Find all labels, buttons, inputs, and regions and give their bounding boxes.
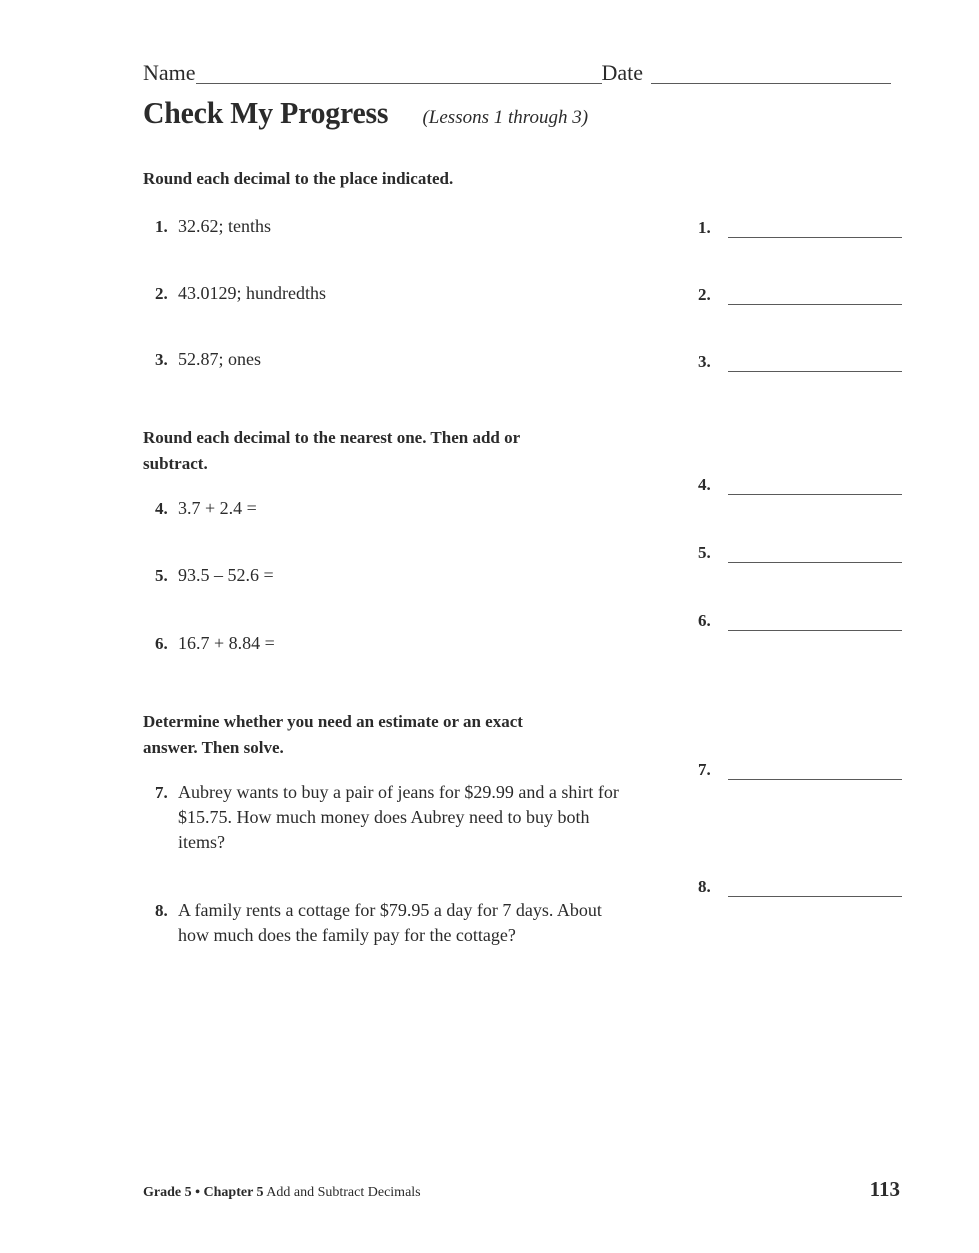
answer-blank[interactable]	[698, 605, 902, 631]
answer-blank[interactable]	[698, 754, 902, 780]
answer-number: 8.	[698, 877, 711, 896]
problem-text: 32.62; tenths	[178, 216, 271, 236]
problem-number: 5.	[155, 566, 168, 585]
problem-number: 7.	[155, 783, 168, 802]
problem-text: A family rents a cottage for $79.95 a day for 7 days. About how much does the family pay for the cottage?	[178, 900, 602, 945]
problem-text: 43.0129; hundredths	[178, 283, 326, 303]
answer-input-rule[interactable]	[728, 353, 902, 372]
answer-input-rule[interactable]	[728, 476, 902, 495]
problem-text: 93.5 – 52.6 =	[178, 565, 274, 585]
problem-number: 6.	[155, 634, 168, 653]
problem-item	[155, 347, 645, 372]
problem-number: 3.	[155, 350, 168, 369]
answer-blank[interactable]	[698, 469, 902, 495]
section-heading-2: Round each decimal to the nearest one. Then add or subtract.	[143, 428, 520, 473]
answer-blank[interactable]	[698, 871, 902, 897]
answer-number: 6.	[698, 611, 711, 630]
problem-item	[155, 214, 645, 239]
problem-text: 3.7 + 2.4 =	[178, 498, 257, 518]
problem-text: 16.7 + 8.84 =	[178, 633, 275, 653]
problem-number: 8.	[155, 901, 168, 920]
problem-item	[155, 631, 645, 656]
problem-item	[155, 898, 645, 948]
name-label: Name	[143, 60, 196, 85]
problem-item	[155, 496, 645, 521]
problem-number: 1.	[155, 217, 168, 236]
page-title-row	[143, 96, 588, 130]
page-subtitle: (Lessons 1 through 3)	[422, 107, 589, 128]
problem-item	[155, 780, 645, 855]
answer-blank[interactable]	[698, 346, 902, 372]
section-heading-3: Determine whether you need an estimate or an exact answer. Then solve.	[143, 712, 523, 757]
page-number: 113	[869, 1177, 900, 1201]
problem-item	[155, 281, 645, 306]
page-footer	[143, 1178, 900, 1202]
answer-number: 4.	[698, 475, 711, 494]
problem-text: 52.87; ones	[178, 349, 261, 369]
answer-number: 1.	[698, 218, 711, 237]
answer-input-rule[interactable]	[728, 612, 902, 631]
answer-number: 7.	[698, 760, 711, 779]
date-label: Date	[601, 60, 644, 85]
problem-number: 4.	[155, 499, 168, 518]
footer-grade-chapter: Grade 5 • Chapter 5	[143, 1185, 264, 1200]
answer-blank[interactable]	[698, 212, 902, 238]
problem-number: 2.	[155, 284, 168, 303]
answer-number: 3.	[698, 352, 711, 371]
answer-input-rule[interactable]	[728, 878, 902, 897]
problem-text: Aubrey wants to buy a pair of jeans for $29.99 and a shirt for $15.75. How much money does Aubrey need to buy both items?	[178, 782, 619, 852]
date-input-rule[interactable]	[651, 63, 891, 84]
problem-item	[155, 563, 645, 588]
page-title: Check My Progress	[143, 95, 389, 130]
name-input-rule[interactable]	[196, 63, 602, 84]
section-heading-1: Round each decimal to the place indicated.	[143, 169, 454, 188]
answer-number: 2.	[698, 285, 711, 304]
answer-input-rule[interactable]	[728, 761, 902, 780]
footer-text	[143, 1184, 421, 1202]
footer-chapter-title: Add and Subtract Decimals	[266, 1185, 421, 1200]
answer-input-rule[interactable]	[728, 286, 902, 305]
answer-number: 5.	[698, 543, 711, 562]
name-date-row	[143, 55, 900, 85]
answer-input-rule[interactable]	[728, 544, 902, 563]
answer-blank[interactable]	[698, 279, 902, 305]
answer-blank[interactable]	[698, 537, 902, 563]
answer-input-rule[interactable]	[728, 219, 902, 238]
